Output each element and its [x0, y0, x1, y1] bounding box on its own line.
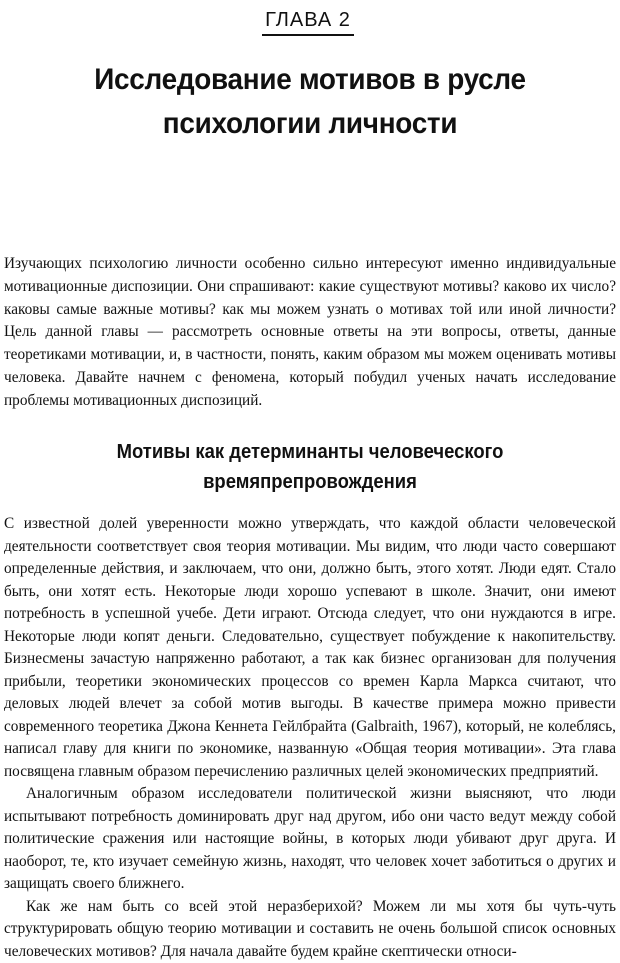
chapter-label: ГЛАВА 2: [262, 8, 354, 36]
section-heading: Мотивы как детерминанты человеческого времяпрепровождения: [31, 437, 589, 497]
body-paragraph-2: Аналогичным образом исследователи политической жизни выясняют, что люди испытывают потребность доминировать друг над другом, ибо они часто ведут между собой политические сражения или настоящие войны, в которых люди убивают друг друга. И наоборот, те, кто изучает семейную жизнь, находят, что человек хочет заботиться о других и защищать своего ближнего.: [4, 783, 616, 896]
intro-paragraph: Изучающих психологию личности особенно сильно интересуют именно индивидуальные мотивационные диспозиции. Они спрашивают: какие существуют мотивы? каково их число? каковы самые важные мотивы? как мы можем узнать о мотивах той или иной личности? Цель данной главы — рассмотреть основные ответы на эти вопросы, ответы, данные теоретиками мотивации, и, в частности, понять, каким образом мы можем оценивать мотивы человека. Давайте начнем с феномена, который побудил ученых начать исследование проблемы мотивационных диспозиций.: [4, 253, 616, 413]
section-body: [4, 513, 616, 963]
body-paragraph-1: С известной долей уверенности можно утверждать, что каждой области человеческой деятельности соответствует своя теория мотивации. Мы видим, что люди часто совершают определенные действия, и заключаем, что они, должно быть, этого хотят. Люди едят. Стало быть, они хотят есть. Некоторые люди хорошо успевают в школе. Значит, они имеют потребность в успешной учебе. Дети играют. Отсюда следует, что они нуждаются в игре. Некоторые люди копят деньги. Следовательно, существует побуждение к накопительству. Бизнесмены зачастую напряженно работают, а так как бизнес организован для получения прибыли, теоретики экономических процессов со времен Карла Маркса считают, что деловых людей влечет за собой мотив выгоды. В качестве примера можно привести современного теоретика Джона Кеннета Гейлбрайта (Galbraith, 1967), который, не колеблясь, написал главу для книги по экономике, названную «Общая теория мотивации». Эта глава посвящена главным образом перечислению различных целей экономических предприятий.: [4, 513, 616, 783]
chapter-title: Исследование мотивов в русле психологии личности: [22, 58, 599, 146]
body-paragraph-3: Как же нам быть со всей этой неразберихой? Можем ли мы хотя бы чуть-чуть структурировать общую теорию мотивации и составить не очень большой список основных человеческих мотивов? Для начала давайте будем крайне скептически относи-: [4, 896, 616, 963]
intro-block: [4, 253, 616, 413]
